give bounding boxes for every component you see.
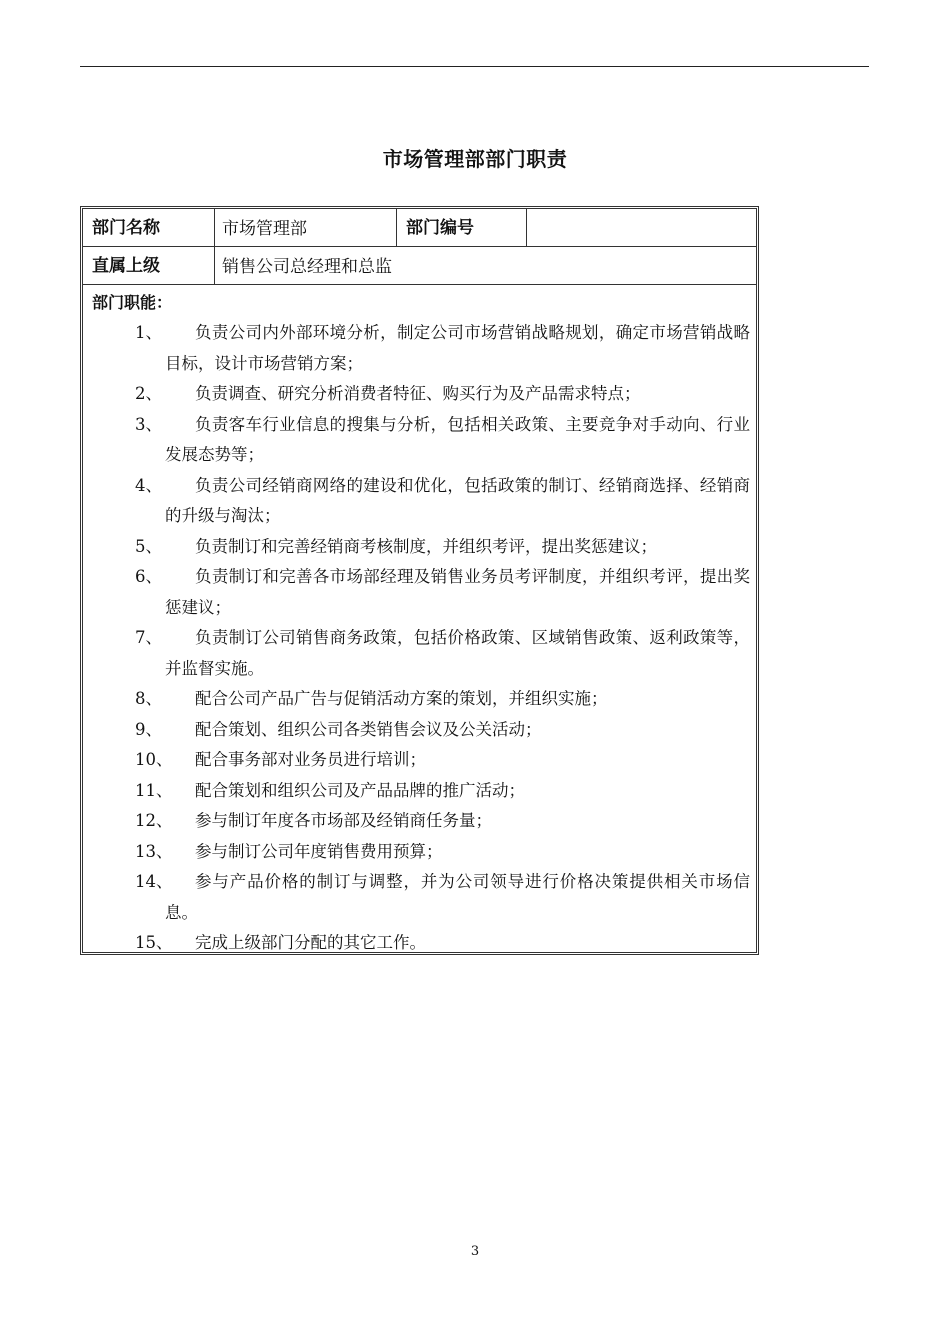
duty-number: 6、 <box>135 567 162 586</box>
superior-label: 直属上级 <box>92 256 160 276</box>
header-rule <box>80 66 869 67</box>
duty-number: 10、 <box>135 750 173 769</box>
duty-text: 参与产品价格的制订与调整，并为公司领导进行价格决策提供相关市场信息。 <box>165 872 750 922</box>
duty-item <box>83 532 756 563</box>
duty-item <box>83 745 756 776</box>
duty-text: 完成上级部门分配的其它工作。 <box>195 933 426 952</box>
duty-number: 3、 <box>135 414 162 434</box>
duty-number: 9、 <box>135 719 162 739</box>
duty-item <box>83 410 756 471</box>
superior-value: 销售公司总经理和总监 <box>222 257 392 277</box>
dept-name-label: 部门名称 <box>92 218 160 238</box>
dept-code-label: 部门编号 <box>406 218 474 238</box>
duty-item <box>83 928 756 959</box>
duty-text: 负责客车行业信息的搜集与分析，包括相关政策、主要竞争对手动向、行业发展态势等； <box>165 414 750 464</box>
duty-item <box>83 837 756 868</box>
duty-text: 负责调查、研究分析消费者特征、购买行为及产品需求特点； <box>195 384 641 403</box>
responsibility-table <box>80 206 759 955</box>
page-number: 3 <box>470 1244 480 1259</box>
duty-item <box>83 776 756 807</box>
duty-number: 8、 <box>135 689 162 708</box>
duty-text: 负责制订公司销售商务政策，包括价格政策、区域销售政策、返利政策等，并监督实施。 <box>165 628 750 678</box>
duty-text: 配合策划和组织公司及产品品牌的推广活动； <box>195 780 525 800</box>
duty-item <box>83 623 756 684</box>
column-divider <box>396 209 397 246</box>
duty-list <box>83 318 756 959</box>
duty-item <box>83 379 756 410</box>
duty-number: 2、 <box>135 384 162 403</box>
duty-text: 负责制订和完善各市场部经理及销售业务员考评制度，并组织考评，提出奖惩建议； <box>165 567 750 617</box>
duty-number: 1、 <box>135 323 162 342</box>
duty-text: 负责公司内外部环境分析，制定公司市场营销战略规划，确定市场营销战略目标，设计市场营销方案； <box>165 323 750 373</box>
duty-item <box>83 471 756 532</box>
duty-number: 14、 <box>135 872 173 891</box>
column-divider <box>214 209 215 284</box>
duty-text: 配合公司产品广告与促销活动方案的策划，并组织实施； <box>195 689 608 708</box>
duty-item <box>83 318 756 379</box>
duty-text: 负责公司经销商网络的建设和优化，包括政策的制订、经销商选择、经销商的升级与淘汰； <box>165 475 750 525</box>
duty-item <box>83 867 756 928</box>
duty-item <box>83 684 756 715</box>
dept-name-value: 市场管理部 <box>222 219 307 239</box>
row-divider <box>83 246 756 247</box>
duty-number: 11、 <box>135 780 173 800</box>
duty-text: 配合策划、组织公司各类销售会议及公关活动； <box>195 719 542 739</box>
column-divider <box>526 209 527 246</box>
functions-label: 部门职能： <box>92 293 173 312</box>
duty-text: 参与制订年度各市场部及经销商任务量； <box>195 811 492 830</box>
row-divider <box>83 284 756 285</box>
duty-number: 12、 <box>135 811 173 830</box>
duty-text: 配合事务部对业务员进行培训； <box>195 750 426 769</box>
duty-number: 7、 <box>135 628 162 647</box>
duty-item <box>83 715 756 746</box>
duty-number: 4、 <box>135 475 162 495</box>
duty-number: 5、 <box>135 536 162 556</box>
duty-number: 13、 <box>135 841 173 861</box>
duty-item <box>83 562 756 623</box>
duty-text: 参与制订公司年度销售费用预算； <box>195 841 443 861</box>
duty-number: 15、 <box>135 933 173 952</box>
document-title: 市场管理部部门职责 <box>382 147 568 171</box>
duty-item <box>83 806 756 837</box>
duty-text: 负责制订和完善经销商考核制度，并组织考评，提出奖惩建议； <box>195 536 657 556</box>
